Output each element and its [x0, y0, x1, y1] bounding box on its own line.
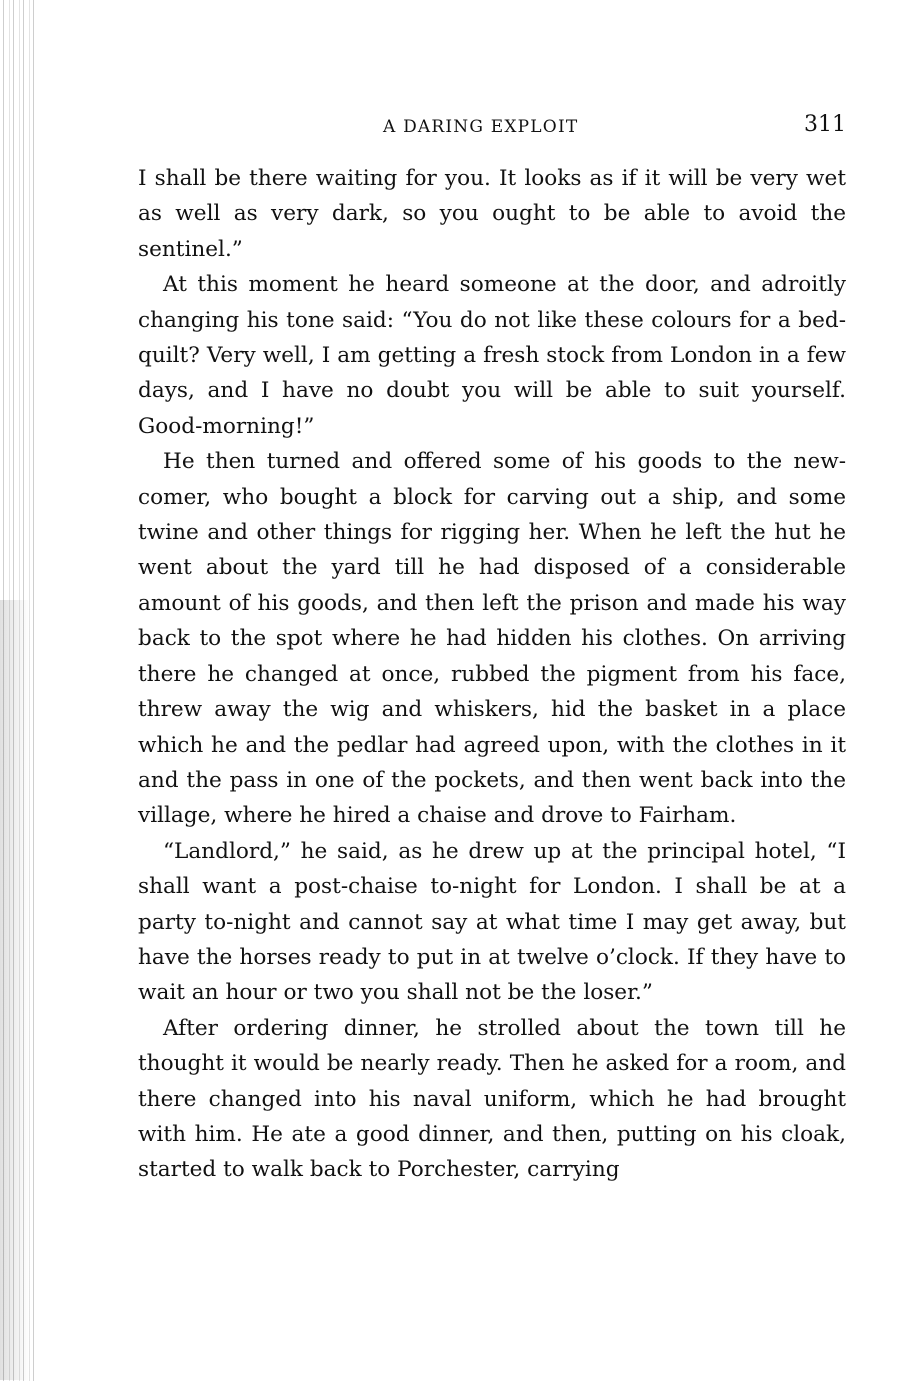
running-title: A DARING EXPLOIT [383, 117, 579, 137]
paragraph-4: “Landlord,” he said, as he drew up at the principal hotel, “I shall want a post-chaise to-night for London. I shall be at a party to-night and cannot say at what time I may get away, but have the horses ready to put in at twelve o’clock. If they have to wait an hour or two you shall not be the loser.” [138, 838, 846, 1006]
paragraph-2: At this moment he heard someone at the door, and adroitly changing his tone said: “You do not like these colours for a bed-quilt? Very well, I am getting a fresh stock from London in a few days, and I have no doubt you will be able to suit yourself. Good-morning!” [138, 272, 846, 439]
page-binding-shadow [0, 600, 30, 1380]
running-header [138, 112, 846, 142]
paragraph-3: He then turned and offered some of his goods to the new-comer, who bought a block for carving out a ship, and some twine and other things for rigging her. When he left the hut he went about the yard till he had disposed of a considerable amount of his goods, and then left the prison and made his way back to the spot where he had hidden his clothes. On arriving there he changed at once, rubbed the pigment from his face, threw away the wig and whiskers, hid the basket in a place which he and the pedlar had agreed upon, with the clothes in it and the pass in one of the pockets, and then went back into the village, where he hired a chaise and drove to Fairham. [138, 449, 846, 829]
paragraph-5: After ordering dinner, he strolled about the town till he thought it would be nearly ready. Then he asked for a room, and there changed into his naval uniform, which he had brought with him. He ate a good dinner, and then, putting on his cloak, started to walk back to Porchester, carrying [138, 1015, 846, 1183]
body-text [138, 161, 846, 1188]
page-number: 311 [804, 112, 846, 137]
paragraph-1: I shall be there waiting for you. It looks as if it will be very wet as well as very dark, so you ought to be able to avoid the sentinel.” [138, 166, 846, 262]
